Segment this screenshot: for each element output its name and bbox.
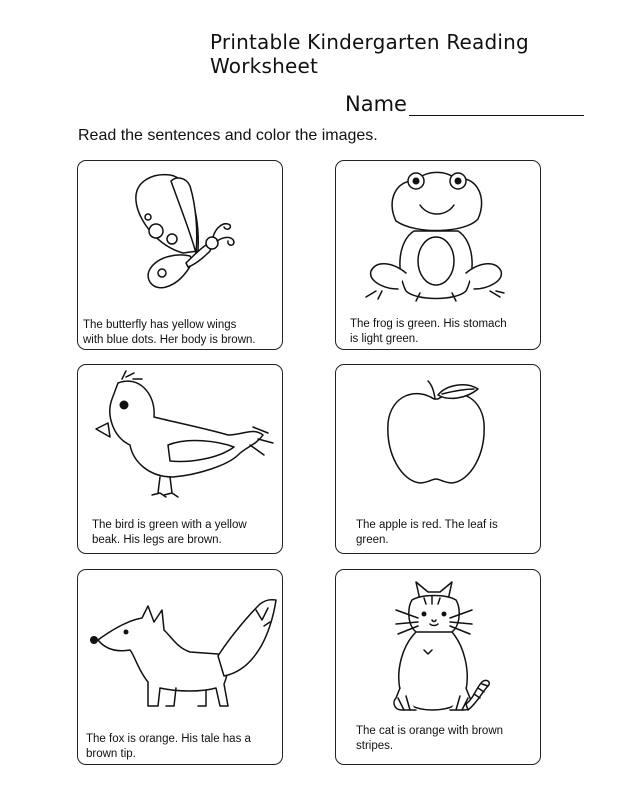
card-bird <box>77 364 283 554</box>
caption-line1: The apple is red. The leaf is <box>356 519 498 531</box>
bird-icon <box>78 365 284 555</box>
caption-line1: The frog is green. His stomach <box>350 318 507 330</box>
frog-icon <box>336 161 542 351</box>
card-cat <box>335 569 541 765</box>
caption-line2: brown tip. <box>86 748 136 760</box>
card-apple <box>335 364 541 554</box>
fox-icon <box>78 570 284 766</box>
caption-line1: The fox is orange. His tale has a <box>86 733 251 745</box>
caption-line2: green. <box>356 534 389 546</box>
butterfly-icon <box>78 161 284 351</box>
name-field[interactable] <box>345 92 584 116</box>
caption-line1: The butterfly has yellow wings <box>83 319 237 331</box>
apple-icon <box>336 365 542 555</box>
name-label: Name <box>345 92 407 116</box>
card-butterfly <box>77 160 283 350</box>
caption-line1: The cat is orange with brown <box>356 725 504 737</box>
caption-line2: beak. His legs are brown. <box>92 534 222 546</box>
caption-line2: stripes. <box>356 740 394 752</box>
card-frog <box>335 160 541 350</box>
name-blank-line[interactable] <box>409 95 584 116</box>
caption-line1: The bird is green with a yellow <box>92 519 247 531</box>
cat-icon <box>336 570 542 766</box>
caption-line2: is light green. <box>350 333 419 345</box>
caption-line2: with blue dots. Her body is brown. <box>83 334 256 346</box>
card-fox <box>77 569 283 765</box>
instructions: Read the sentences and color the images. <box>78 127 378 144</box>
worksheet-title: Printable Kindergarten Reading Worksheet <box>210 30 529 78</box>
